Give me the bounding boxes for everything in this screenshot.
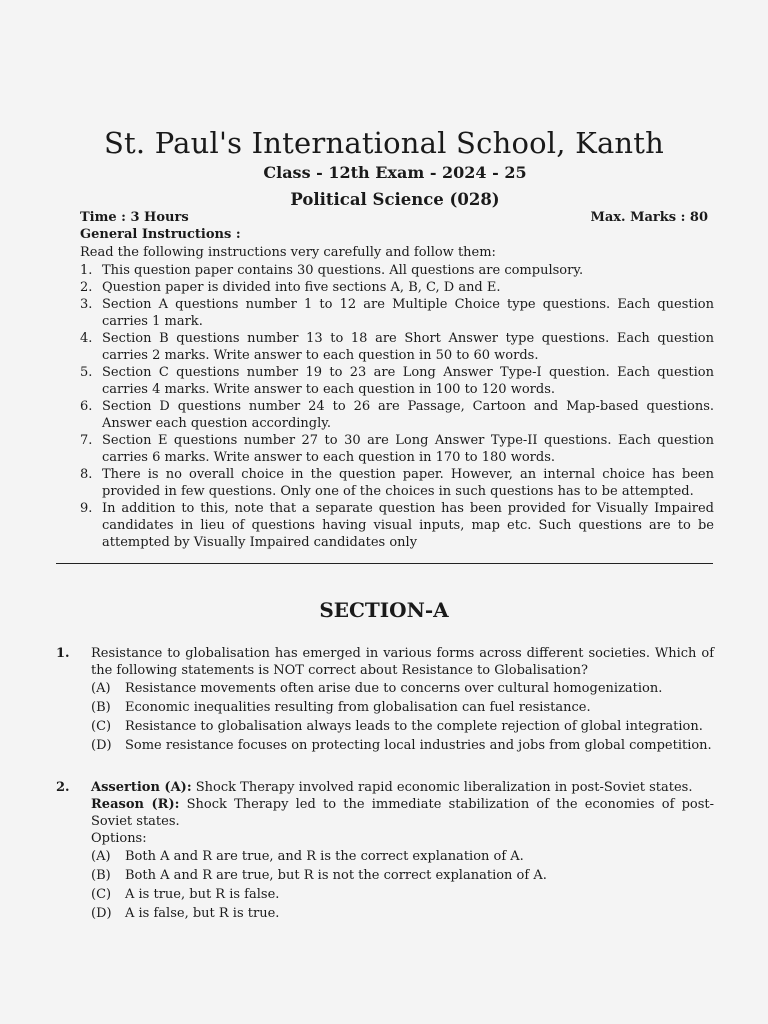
reason bbox=[91, 796, 714, 830]
instruction-item bbox=[80, 262, 714, 279]
instruction-number: 2. bbox=[80, 280, 93, 295]
instruction-item bbox=[80, 330, 714, 364]
instruction-item bbox=[80, 279, 714, 296]
option-label: (B) bbox=[91, 700, 111, 715]
instruction-item bbox=[80, 364, 714, 398]
option-label: (D) bbox=[91, 738, 112, 753]
assertion-label: Assertion (A): bbox=[91, 780, 192, 795]
instruction-number: 5. bbox=[80, 365, 93, 380]
option-text: A is true, but R is false. bbox=[125, 887, 280, 902]
option-text: A is false, but R is true. bbox=[125, 906, 280, 921]
option-c bbox=[91, 885, 714, 904]
option-text: Both A and R are true, but R is not the correct explanation of A. bbox=[125, 868, 547, 883]
section-title: SECTION-A bbox=[319, 598, 449, 622]
question-text: Resistance to globalisation has emerged in various forms across different societies. Which of the following statements is NOT correct about Resistance to Globalisation? bbox=[91, 646, 714, 678]
question-2 bbox=[56, 779, 714, 923]
option-c bbox=[91, 717, 714, 736]
question-body bbox=[91, 645, 714, 755]
instructions-intro: Read the following instructions very carefully and follow them: bbox=[80, 245, 496, 260]
instruction-number: 8. bbox=[80, 467, 93, 482]
assertion bbox=[91, 779, 714, 796]
instruction-number: 6. bbox=[80, 399, 93, 414]
option-text: Economic inequalities resulting from globalisation can fuel resistance. bbox=[125, 700, 591, 715]
option-text: Both A and R are true, and R is the correct explanation of A. bbox=[125, 849, 524, 864]
option-label: (C) bbox=[91, 719, 112, 734]
instruction-text: This question paper contains 30 questions. All questions are compulsory. bbox=[102, 263, 584, 278]
section-divider bbox=[56, 563, 713, 564]
time-label: Time : 3 Hours bbox=[80, 210, 189, 225]
school-name: St. Paul's International School, Kanth bbox=[103, 126, 665, 160]
instruction-number: 3. bbox=[80, 297, 93, 312]
options-heading: Options: bbox=[91, 831, 147, 846]
option-label: (A) bbox=[91, 681, 111, 696]
option-a bbox=[91, 847, 714, 866]
option-text: Resistance to globalisation always leads to the complete rejection of global integration. bbox=[125, 719, 703, 734]
instructions-heading: General Instructions : bbox=[80, 227, 241, 242]
instruction-item bbox=[80, 296, 714, 330]
subject-title: Political Science (028) bbox=[290, 190, 500, 209]
option-b bbox=[91, 698, 714, 717]
instruction-text: There is no overall choice in the question paper. However, an internal choice has been provided in few questions. Only one of the choices in such questions has to be attempted. bbox=[102, 467, 714, 499]
instruction-number: 4. bbox=[80, 331, 93, 346]
option-d bbox=[91, 736, 714, 755]
option-text: Resistance movements often arise due to concerns over cultural homogenization. bbox=[125, 681, 663, 696]
instruction-text: Question paper is divided into five sections A, B, C, D and E. bbox=[102, 280, 501, 295]
instruction-text: Section A questions number 1 to 12 are Multiple Choice type questions. Each question carries 1 mark. bbox=[102, 297, 714, 329]
instruction-text: Section C questions number 19 to 23 are Long Answer Type-I question. Each question carries 4 marks. Write answer to each question in 100 to 120 words. bbox=[102, 365, 714, 397]
reason-label: Reason (R): bbox=[91, 797, 180, 812]
instructions-list bbox=[80, 262, 714, 551]
option-b bbox=[91, 866, 714, 885]
instruction-text: Section B questions number 13 to 18 are Short Answer type questions. Each question carries 2 marks. Write answer to each question in 50 to 60 words. bbox=[102, 331, 714, 363]
question-body bbox=[91, 779, 714, 923]
instruction-number: 7. bbox=[80, 433, 93, 448]
instruction-text: In addition to this, note that a separate question has been provided for Visually Impaired candidates in lieu of questions having visual inputs, map etc. Such questions are to be attempted by Visually Impaired candidates only bbox=[102, 501, 714, 550]
question-number: 1. bbox=[56, 646, 70, 661]
question-number: 2. bbox=[56, 780, 70, 795]
instruction-item bbox=[80, 466, 714, 500]
option-text: Some resistance focuses on protecting local industries and jobs from global competition. bbox=[125, 738, 712, 753]
option-a bbox=[91, 679, 714, 698]
option-label: (C) bbox=[91, 887, 112, 902]
instruction-item bbox=[80, 432, 714, 466]
instruction-text: Section E questions number 27 to 30 are Long Answer Type-II questions. Each question carries 6 marks. Write answer to each question in 170 to 180 words. bbox=[102, 433, 714, 465]
option-label: (B) bbox=[91, 868, 111, 883]
reason-text: Shock Therapy led to the immediate stabilization of the economies of post-Soviet states. bbox=[91, 797, 715, 829]
instruction-item bbox=[80, 500, 714, 551]
instruction-item bbox=[80, 398, 714, 432]
instruction-number: 1. bbox=[80, 263, 93, 278]
question-1 bbox=[56, 645, 714, 755]
option-label: (A) bbox=[91, 849, 111, 864]
instruction-text: Section D questions number 24 to 26 are Passage, Cartoon and Map-based questions. Answer each question accordingly. bbox=[102, 399, 714, 431]
assertion-text: Shock Therapy involved rapid economic liberalization in post-Soviet states. bbox=[195, 780, 693, 795]
option-label: (D) bbox=[91, 906, 112, 921]
instruction-number: 9. bbox=[80, 501, 93, 516]
option-d bbox=[91, 904, 714, 923]
max-marks-label: Max. Marks : 80 bbox=[590, 210, 708, 225]
exam-title: Class - 12th Exam - 2024 - 25 bbox=[263, 163, 527, 182]
